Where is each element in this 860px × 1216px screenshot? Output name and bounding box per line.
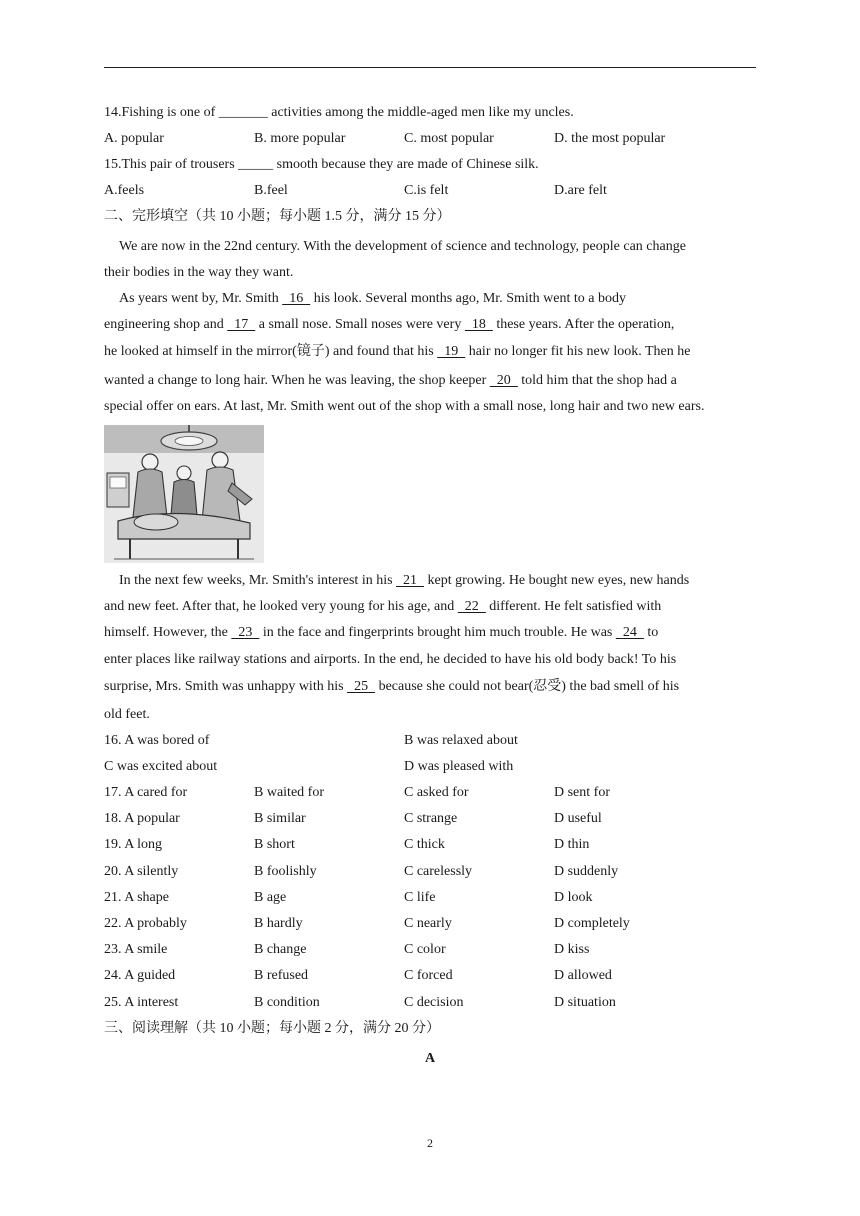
cloze-option-d: D suddenly [554, 863, 619, 879]
cloze-option-a: 24. A guided [104, 968, 176, 984]
q14-option-b: B. more popular [254, 131, 346, 146]
passage-line: special offer on ears. At last, Mr. Smith went out of the shop with a small nose, long hair and two new ears. [104, 399, 705, 414]
passage-line: and new feet. After that, he looked very young for his age, and 22 different. He felt satisfied with [104, 599, 662, 614]
cloze-option-b: B short [254, 837, 295, 853]
q16-option-d: D was pleased with [404, 759, 514, 774]
cloze-option-b: B foolishly [254, 863, 317, 879]
cloze-option-d: D thin [554, 837, 590, 853]
cloze-option-a: 25. A interest [104, 994, 179, 1010]
page-number: 2 [427, 1136, 433, 1150]
q14-option-d: D. the most popular [554, 131, 666, 146]
passage-line: surprise, Mrs. Smith was unhappy with his 25 because she could not bear(忍受) the bad smell of his [104, 679, 680, 694]
cloze-option-b: B similar [254, 811, 306, 827]
cloze-option-c: C life [404, 889, 436, 905]
blank-20: 20 [489, 373, 518, 388]
q16-option-a: 16. A was bored of [104, 733, 210, 748]
q15-option-a: A.feels [104, 183, 145, 198]
cloze-option-d: D completely [554, 916, 630, 931]
cloze-option-d: D allowed [554, 968, 612, 984]
cloze-option-c: C thick [404, 837, 445, 853]
cloze-option-a: 21. A shape [104, 889, 169, 905]
cloze-option-d: D useful [554, 811, 602, 827]
cloze-option-b: B change [254, 942, 307, 958]
cloze-option-c: C asked for [404, 785, 469, 800]
cloze-option-d: D situation [554, 994, 616, 1010]
cloze-option-c: C strange [404, 811, 458, 827]
cloze-option-a: 17. A cared for [104, 785, 188, 800]
cloze-option-b: B age [254, 889, 287, 905]
q16-option-b: B was relaxed about [404, 733, 518, 748]
passage-line: wanted a change to long hair. When he was leaving, the shop keeper 20 told him that the shop had a [104, 373, 677, 388]
cloze-option-b: B refused [254, 968, 309, 984]
cloze-option-a: 20. A silently [104, 863, 179, 879]
blank-25: 25 [347, 679, 376, 694]
blank-16: 16 [282, 291, 311, 306]
cloze-option-c: C carelessly [404, 863, 473, 879]
section-3-part-label: A [424, 1051, 436, 1066]
q14-option-a: A. popular [104, 131, 164, 146]
passage-line: he looked at himself in the mirror(镜子) and found that his 19 hair no longer fit his new look. Then he [104, 344, 691, 359]
cloze-option-d: D kiss [554, 942, 590, 958]
cloze-option-a: 19. A long [104, 837, 162, 853]
passage-line: old feet. [104, 707, 150, 722]
cloze-option-c: C forced [404, 968, 453, 984]
q15-option-b: B.feel [254, 183, 288, 198]
cloze-option-d: D sent for [554, 785, 610, 800]
passage-line: In the next few weeks, Mr. Smith's interest in his 21 kept growing. He bought new eyes, new hands [119, 573, 690, 588]
cloze-option-b: B hardly [254, 916, 303, 931]
blank-17: 17 [227, 317, 256, 332]
question-15-stem: 15.This pair of trousers _____ smooth because they are made of Chinese silk. [104, 157, 539, 172]
blank-23: 23 [231, 625, 260, 640]
cloze-option-c: C nearly [404, 916, 452, 931]
passage-line: We are now in the 22nd century. With the development of science and technology, people can change [119, 239, 686, 254]
passage-line: himself. However, the 23 in the face and fingerprints brought him much trouble. He was 24 to [104, 625, 659, 640]
q15-option-c: C.is felt [404, 183, 449, 198]
passage-line: enter places like railway stations and airports. In the end, he decided to have his old body back! To his [104, 652, 677, 667]
surgery-illustration [104, 425, 264, 563]
question-14-stem: 14.Fishing is one of _______ activities among the middle-aged men like my uncles. [104, 105, 574, 120]
header-rule [104, 67, 756, 68]
section-3-title: 三、阅读理解（共 10 小题；每小题 2 分，满分 20 分） [104, 1021, 440, 1036]
section-2-title: 二、完形填空（共 10 小题；每小题 1.5 分，满分 15 分） [104, 209, 451, 224]
cloze-option-c: C color [404, 942, 446, 958]
blank-18: 18 [464, 317, 493, 332]
q15-option-d: D.are felt [554, 183, 607, 198]
cloze-option-c: C decision [404, 994, 464, 1010]
q16-option-c: C was excited about [104, 759, 218, 774]
passage-line: As years went by, Mr. Smith 16 his look. Several months ago, Mr. Smith went to a body [119, 291, 626, 306]
blank-24: 24 [615, 625, 644, 640]
cloze-option-a: 18. A popular [104, 811, 180, 827]
cloze-option-a: 22. A probably [104, 916, 187, 931]
passage-line: engineering shop and 17 a small nose. Small noses were very 18 these years. After the operation, [104, 317, 675, 332]
blank-22: 22 [457, 599, 486, 614]
cloze-option-a: 23. A smile [104, 942, 168, 958]
cloze-option-b: B condition [254, 994, 320, 1010]
passage-line: their bodies in the way they want. [104, 265, 294, 280]
cloze-option-b: B waited for [254, 785, 324, 800]
q14-option-c: C. most popular [404, 131, 494, 146]
blank-19: 19 [437, 344, 466, 359]
blank-21: 21 [396, 573, 425, 588]
cloze-option-d: D look [554, 889, 593, 905]
